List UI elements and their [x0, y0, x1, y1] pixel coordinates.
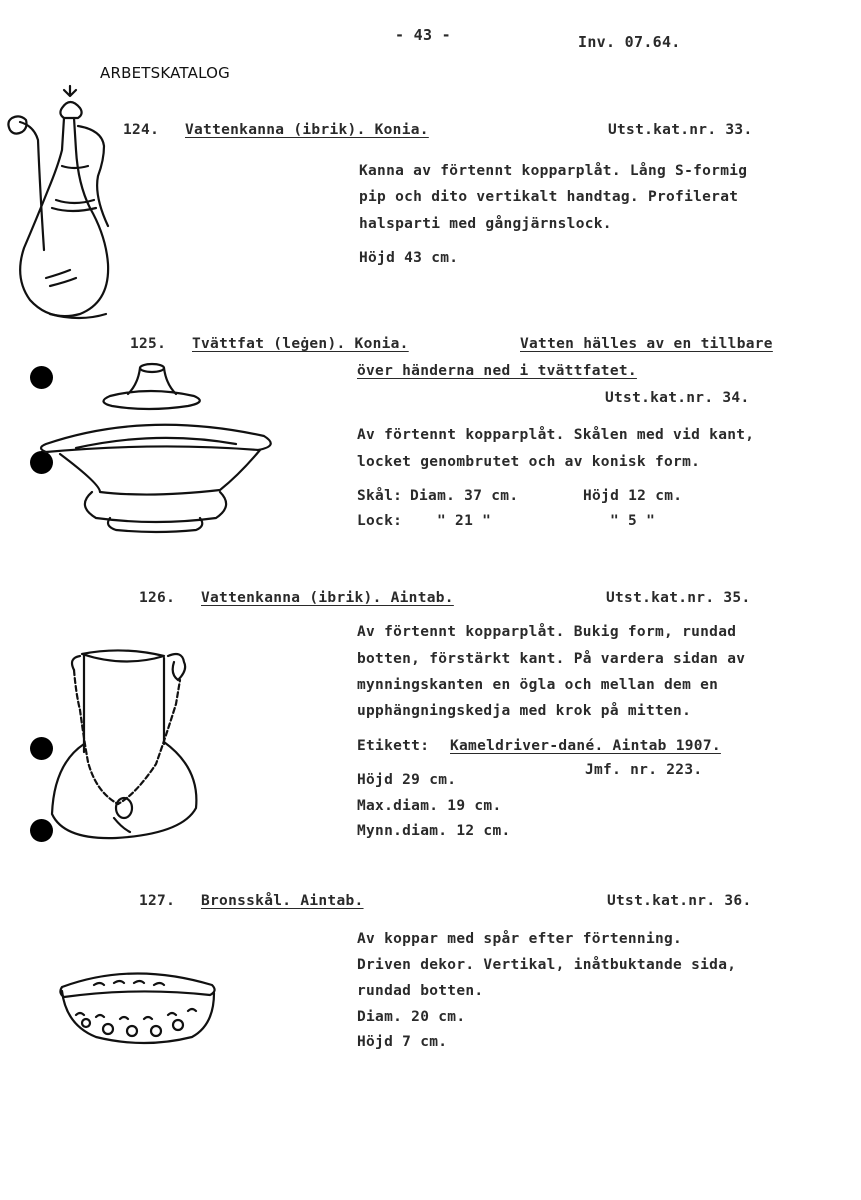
item-127-measure: Höjd 7 cm.: [357, 1034, 448, 1050]
item-126-desc-line: mynningskanten en ögla och mellan dem en: [357, 677, 719, 693]
item-127-catalog-ref: Utst.kat.nr. 36.: [607, 893, 752, 909]
ewer-drawing-icon: [0, 78, 140, 328]
basin-drawing-icon: [40, 362, 280, 522]
catalog-stamp: ARBETSKATALOG: [100, 64, 230, 82]
item-127-desc-line: Driven dekor. Vertikal, inåtbuktande sida,: [357, 957, 737, 973]
page-number: - 43 -: [395, 26, 451, 44]
item-126-label-text: Kameldriver-dané. Aintab 1907.: [450, 738, 721, 754]
item-126-label-ref: Jmf. nr. 223.: [585, 762, 703, 778]
item-125-desc-line: locket genombrutet och av konisk form.: [357, 454, 701, 470]
item-125-desc-line: Av förtennt kopparplåt. Skålen med vid kant,: [357, 427, 755, 443]
item-126-measure: Mynn.diam. 12 cm.: [357, 823, 511, 839]
item-125-title-cont: Vatten hälles av en tillbare: [520, 336, 773, 352]
inventory-number: Inv. 07.64.: [578, 33, 681, 51]
item-126-measure: Max.diam. 19 cm.: [357, 798, 502, 814]
item-125-measure-dim: " 21 ": [437, 513, 492, 529]
item-124-catalog-ref: Utst.kat.nr. 33.: [608, 122, 753, 138]
item-126-measure: Höjd 29 cm.: [357, 772, 457, 788]
bowl-drawing-icon: [58, 965, 218, 1050]
item-124-title: Vattenkanna (ibrik). Konia.: [185, 122, 429, 138]
item-125-number: 125.: [130, 336, 167, 352]
item-124-height: Höjd 43 cm.: [359, 250, 459, 266]
item-125-measure-height: Höjd 12 cm.: [583, 488, 683, 504]
item-124-desc-line: pip och dito vertikalt handtag. Profilerat: [359, 189, 739, 205]
item-127-desc-line: rundad botten.: [357, 983, 484, 999]
item-125-catalog-ref: Utst.kat.nr. 34.: [605, 390, 750, 406]
item-127-desc-line: Av koppar med spår efter förtenning.: [357, 931, 683, 947]
item-124-desc-line: halsparti med gångjärnslock.: [359, 216, 612, 232]
item-125-measure-label: Lock:: [357, 513, 403, 529]
item-127-title: Bronsskål. Aintab.: [201, 893, 364, 909]
item-125-measure-dim: Diam. 37 cm.: [410, 488, 519, 504]
item-125-measure-height: " 5 ": [610, 513, 656, 529]
item-125-measure-label: Skål:: [357, 488, 403, 504]
item-124-number: 124.: [123, 122, 160, 138]
item-126-title: Vattenkanna (ibrik). Aintab.: [201, 590, 454, 606]
item-126-desc-line: Av förtennt kopparplåt. Bukig form, rundad: [357, 624, 737, 640]
item-127-number: 127.: [139, 893, 176, 909]
item-124-desc-line: Kanna av förtennt kopparplåt. Lång S-formig: [359, 163, 748, 179]
item-126-desc-line: upphängningskedja med krok på mitten.: [357, 703, 692, 719]
item-127-measure: Diam. 20 cm.: [357, 1009, 466, 1025]
jug-drawing-icon: [50, 640, 200, 840]
item-125-title-cont: över händerna ned i tvättfatet.: [357, 363, 637, 379]
item-126-number: 126.: [139, 590, 176, 606]
item-126-desc-line: botten, förstärkt kant. På vardera sidan av: [357, 651, 746, 667]
item-125-title: Tvättfat (leġen). Konia.: [192, 336, 409, 352]
item-126-label-prefix: Etikett:: [357, 738, 430, 754]
item-126-catalog-ref: Utst.kat.nr. 35.: [606, 590, 751, 606]
